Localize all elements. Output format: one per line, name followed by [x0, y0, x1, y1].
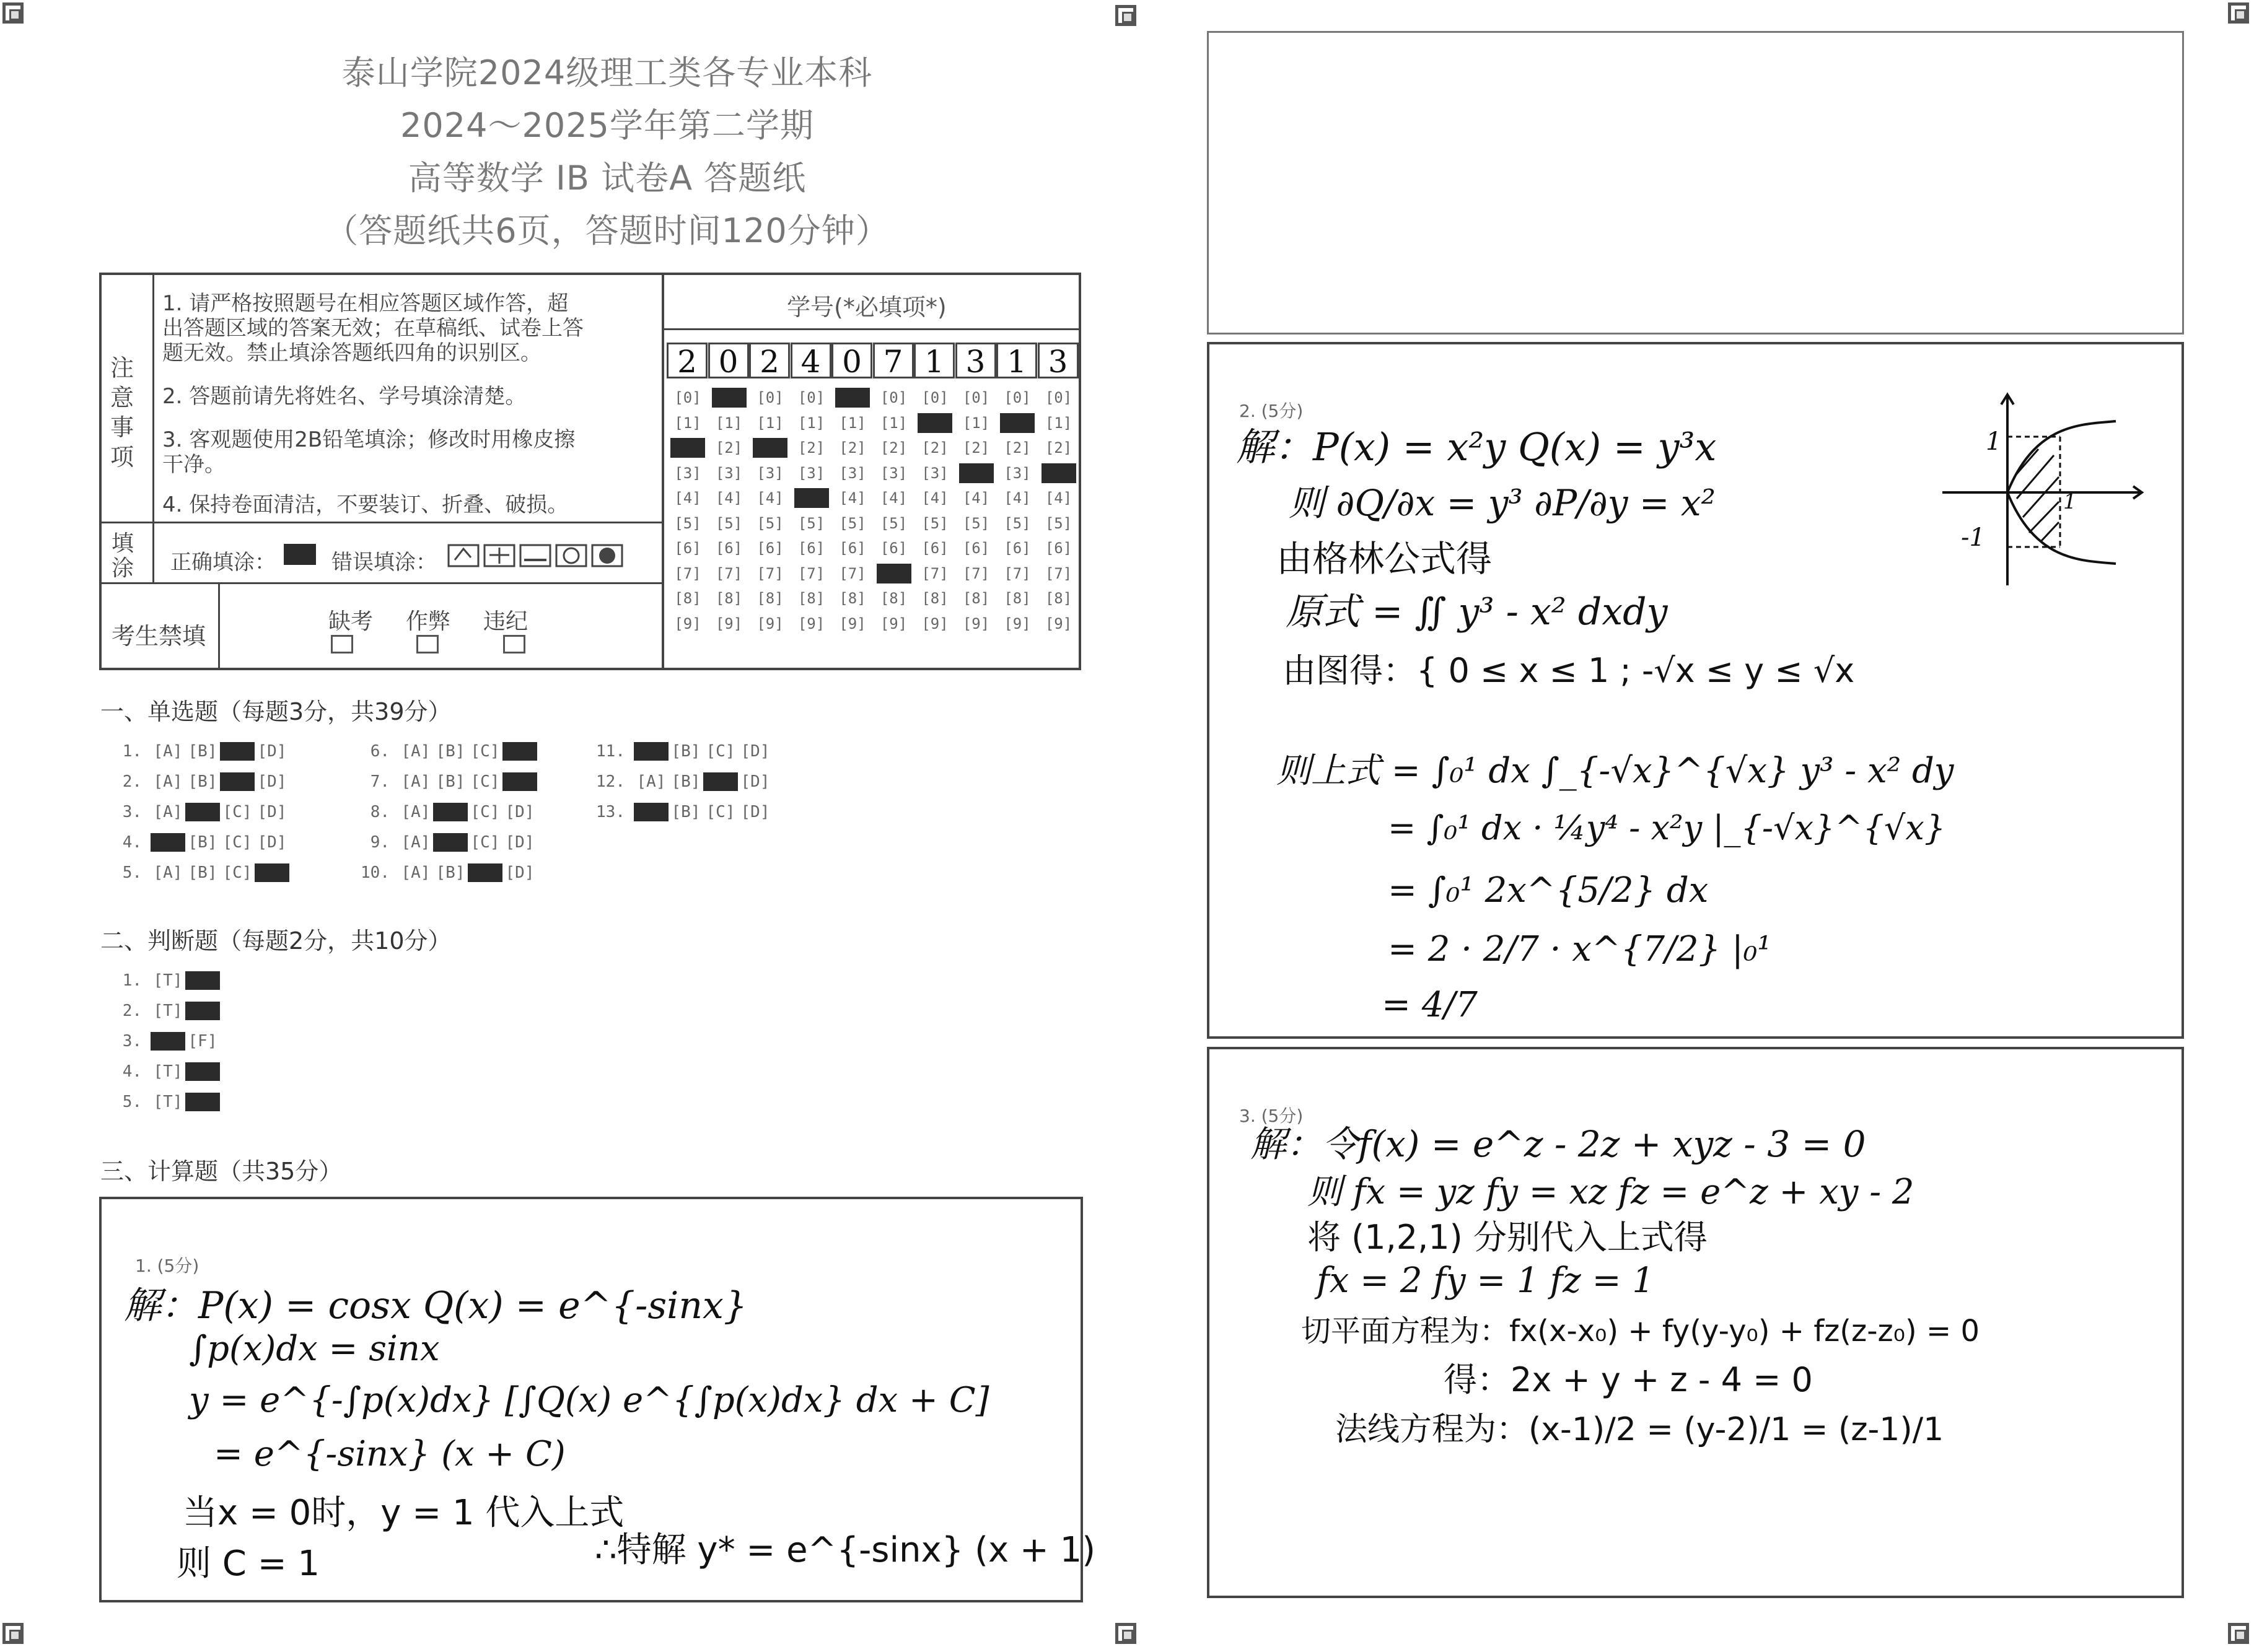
id-bubble-col6-row4[interactable]: [4] — [921, 489, 949, 507]
q2-line-7: = ∫₀¹ dx · ¼y⁴ - x²y |_{-√x}^{√x} — [1388, 808, 1946, 847]
option-bubble-a[interactable] — [151, 833, 185, 852]
id-bubble-col1-row7[interactable]: [7] — [715, 564, 743, 582]
q1-line-5: 当x = 0时，y = 1 代入上式 — [183, 1493, 625, 1533]
divider-vertical-main — [662, 274, 664, 669]
q2-region-sketch — [1936, 387, 2147, 594]
option-bubble-c[interactable] — [220, 772, 255, 791]
corner-marker-bottom-left — [2, 1623, 24, 1644]
wrong-fill-samples — [446, 541, 651, 575]
id-bubble-col8-row4[interactable]: [4] — [1004, 489, 1031, 507]
id-bubble-col0-row6[interactable]: [6] — [674, 540, 701, 557]
option-bubble-b[interactable]: [B] — [436, 772, 465, 791]
option-bubble-t[interactable]: [T] — [153, 1093, 183, 1111]
violation-checkbox[interactable] — [503, 635, 525, 653]
option-bubble-a[interactable]: [A] — [401, 803, 431, 821]
question-number: 8. — [370, 803, 390, 821]
single-choice-row — [585, 803, 773, 821]
true-false-row — [102, 1032, 220, 1051]
id-bubble-col6-row5[interactable]: [5] — [921, 514, 949, 532]
id-bubble-col9-row3[interactable] — [1041, 463, 1076, 483]
option-bubble-d[interactable]: [D] — [740, 772, 770, 791]
id-bubble-col0-row1[interactable]: [1] — [674, 414, 701, 432]
question-number: 11. — [596, 742, 625, 761]
id-bubble-col0-row2[interactable] — [670, 438, 705, 458]
notice-item-3b: 干净。 — [162, 452, 226, 477]
question-number: 9. — [370, 833, 390, 852]
single-choice-row — [350, 863, 537, 882]
id-bubble-col3-row4[interactable] — [794, 488, 829, 508]
id-bubble-col0-row3[interactable]: [3] — [674, 464, 701, 482]
option-bubble-a[interactable]: [A] — [401, 863, 431, 882]
cheat-label: 作弊 — [406, 609, 451, 634]
id-bubble-col6-row3[interactable]: [3] — [921, 464, 949, 482]
id-bubble-col8-row5[interactable]: [5] — [1004, 514, 1031, 532]
id-bubble-col8-row3[interactable]: [3] — [1004, 464, 1031, 482]
option-bubble-f[interactable]: [F] — [188, 1032, 217, 1051]
id-bubble-col2-row1[interactable]: [1] — [756, 414, 784, 432]
option-bubble-a[interactable]: [A] — [153, 772, 183, 791]
option-bubble-t[interactable] — [151, 1032, 185, 1051]
option-bubble-b[interactable]: [B] — [188, 742, 217, 761]
q2-line-9: = 2 · 2/7 · x^{7/2} |₀¹ — [1388, 929, 1771, 969]
q2-line-3: 由格林公式得 — [1276, 538, 1493, 580]
true-false-row — [102, 971, 220, 990]
id-bubble-col9-row0[interactable]: [0] — [1045, 389, 1072, 406]
id-bubble-col1-row9[interactable]: [9] — [715, 614, 743, 632]
student-id-digit-4: 0 — [831, 343, 872, 378]
option-bubble-a[interactable]: [A] — [401, 833, 431, 852]
student-id-digit-9: 3 — [1038, 343, 1079, 378]
option-bubble-a[interactable]: [A] — [153, 742, 183, 761]
id-bubble-col9-row7[interactable]: [7] — [1045, 564, 1072, 582]
option-bubble-c[interactable] — [703, 772, 738, 791]
id-bubble-col0-row5[interactable]: [5] — [674, 514, 701, 532]
q2-graph-tick-1: 1 — [1986, 427, 2002, 456]
absent-checkbox[interactable] — [331, 635, 353, 653]
option-bubble-f[interactable] — [185, 971, 220, 990]
option-bubble-f[interactable] — [185, 1093, 220, 1111]
id-bubble-col1-row5[interactable]: [5] — [715, 514, 743, 532]
option-bubble-b[interactable]: [B] — [671, 772, 701, 791]
option-bubble-b[interactable]: [B] — [188, 863, 217, 882]
id-bubble-col7-row4[interactable]: [4] — [962, 489, 990, 507]
option-bubble-d[interactable]: [D] — [505, 863, 535, 882]
q2-line-2: 则 ∂Q/∂x = y³ ∂P/∂y = x² — [1289, 482, 1716, 524]
forbidden-label: 考生禁填 — [112, 623, 206, 650]
q2-line-4: 原式 = ∬ y³ - x² dxdy — [1286, 590, 1668, 634]
divider-id-title — [664, 328, 1080, 330]
option-bubble-b[interactable]: [B] — [671, 803, 701, 821]
id-bubble-col7-row9[interactable]: [9] — [962, 614, 990, 632]
id-bubble-col8-row1[interactable] — [1000, 413, 1035, 433]
id-bubble-col5-row4[interactable]: [4] — [880, 489, 908, 507]
q3-line-5: 切平面方程为：fx(x-x₀) + fy(y-y₀) + fz(z-z₀) = 0 — [1301, 1314, 1980, 1348]
q3-line-1: 解：令f(x) = e^z - 2z + xyz - 3 = 0 — [1250, 1123, 1866, 1165]
question-number: 5. — [122, 863, 142, 882]
option-bubble-d[interactable]: [D] — [257, 772, 287, 791]
q2-line-1: 解：P(x) = x²y Q(x) = y³x — [1236, 424, 1717, 470]
q1-line-6: 则 C = 1 — [177, 1544, 320, 1584]
id-bubble-col4-row4[interactable]: [4] — [839, 489, 866, 507]
question-number: 12. — [596, 772, 625, 791]
question-number: 2. — [122, 772, 142, 791]
notice-side-label: 注意事项 — [110, 354, 134, 471]
id-bubble-col4-row1[interactable]: [1] — [839, 414, 866, 432]
id-bubble-col6-row8[interactable]: [8] — [921, 590, 949, 607]
id-bubble-col0-row7[interactable]: [7] — [674, 564, 701, 582]
header-line-3: 高等数学 IB 试卷A 答题纸 — [408, 159, 807, 198]
correct-fill-label: 正确填涂： — [170, 550, 276, 575]
id-bubble-col8-row6[interactable]: [6] — [1004, 540, 1031, 557]
single-choice-row — [350, 742, 537, 761]
option-bubble-c[interactable]: [C] — [222, 833, 252, 852]
option-bubble-c[interactable]: [C] — [470, 833, 500, 852]
question-number: 10. — [361, 863, 390, 882]
option-bubble-a[interactable]: [A] — [401, 742, 431, 761]
option-bubble-b[interactable] — [433, 803, 468, 821]
id-bubble-col5-row0[interactable]: [0] — [880, 389, 908, 406]
id-bubble-col9-row9[interactable]: [9] — [1045, 614, 1072, 632]
option-bubble-a[interactable]: [A] — [636, 772, 666, 791]
id-bubble-col2-row3[interactable]: [3] — [756, 464, 784, 482]
divider-notice-bottom — [100, 522, 662, 523]
id-bubble-col2-row0[interactable]: [0] — [756, 389, 784, 406]
continuation-box — [1207, 31, 2184, 334]
option-bubble-b[interactable]: [B] — [188, 772, 217, 791]
option-bubble-c[interactable]: [C] — [706, 742, 735, 761]
header-line-4: （答题纸共6页，答题时间120分钟） — [325, 211, 890, 250]
correct-fill-sample — [284, 544, 316, 565]
q2-line-6: 则上式 = ∫₀¹ dx ∫_{-√x}^{√x} y³ - x² dy — [1276, 751, 1954, 791]
option-bubble-d[interactable]: [D] — [257, 833, 287, 852]
q3-line-2: 则 fx = yz fy = xz fz = e^z + xy - 2 — [1307, 1172, 1914, 1212]
option-bubble-a[interactable]: [A] — [153, 803, 183, 821]
q2-line-5: 由图得：{ 0 ≤ x ≤ 1 ; -√x ≤ y ≤ √x — [1283, 651, 1855, 690]
id-bubble-col3-row2[interactable]: [2] — [797, 439, 825, 457]
option-bubble-d[interactable]: [D] — [740, 803, 770, 821]
q1-line-7: ∴特解 y* = e^{-sinx} (x + 1) — [595, 1530, 1096, 1570]
option-bubble-b[interactable] — [433, 833, 468, 852]
q2-label: 2. (5分) — [1239, 401, 1304, 421]
question-number: 7. — [370, 772, 390, 791]
id-bubble-col0-row4[interactable]: [4] — [674, 489, 701, 507]
cheat-checkbox[interactable] — [416, 635, 439, 653]
id-bubble-col2-row2[interactable] — [753, 438, 787, 458]
id-bubble-col6-row0[interactable]: [0] — [921, 389, 949, 406]
corner-marker-top-right — [2228, 2, 2249, 24]
section3-title: 三、计算题（共35分） — [100, 1158, 343, 1185]
question-number: 3. — [122, 803, 142, 821]
id-bubble-col1-row6[interactable]: [6] — [715, 540, 743, 557]
q2-graph-tick-x1: 1 — [2063, 489, 2077, 514]
id-bubble-col5-row6[interactable]: [6] — [880, 540, 908, 557]
notice-item-1b: 出答题区域的答案无效；在草稿纸、试卷上答 — [162, 316, 584, 341]
id-bubble-col1-row1[interactable]: [1] — [715, 414, 743, 432]
id-bubble-col4-row0[interactable] — [835, 388, 870, 408]
id-bubble-col2-row8[interactable]: [8] — [756, 590, 784, 607]
id-bubble-col3-row8[interactable]: [8] — [797, 590, 825, 607]
student-id-digit-8: 1 — [996, 343, 1037, 378]
id-bubble-col5-row5[interactable]: [5] — [880, 514, 908, 532]
question-number: 1. — [122, 742, 142, 761]
question-number: 13. — [596, 803, 625, 821]
option-bubble-d[interactable]: [D] — [257, 742, 287, 761]
option-bubble-d[interactable]: [D] — [505, 803, 535, 821]
option-bubble-a[interactable]: [A] — [153, 863, 183, 882]
divider-fill-bottom — [100, 582, 662, 584]
single-choice-row — [102, 863, 289, 882]
id-bubble-col9-row5[interactable]: [5] — [1045, 514, 1072, 532]
id-bubble-col5-row1[interactable]: [1] — [880, 414, 908, 432]
id-bubble-col9-row4[interactable]: [4] — [1045, 489, 1072, 507]
option-bubble-c[interactable]: [C] — [222, 863, 252, 882]
id-bubble-col4-row2[interactable]: [2] — [839, 439, 866, 457]
id-bubble-col4-row7[interactable]: [7] — [839, 564, 866, 582]
id-bubble-col7-row7[interactable]: [7] — [962, 564, 990, 582]
id-bubble-col3-row3[interactable]: [3] — [797, 464, 825, 482]
option-bubble-b[interactable]: [B] — [671, 742, 701, 761]
wrong-fill-label: 错误填涂： — [331, 550, 437, 575]
student-id-title: 学号(*必填项*) — [787, 294, 947, 321]
id-bubble-col1-row2[interactable]: [2] — [715, 439, 743, 457]
q2-graph-tick-neg1: -1 — [1961, 523, 1985, 552]
notice-item-1a: 1. 请严格按照题号在相应答题区域作答，超 — [162, 291, 569, 316]
id-bubble-col4-row9[interactable]: [9] — [839, 614, 866, 632]
single-choice-row — [350, 772, 537, 791]
q3-line-4: fx = 2 fy = 1 fz = 1 — [1317, 1261, 1654, 1301]
single-choice-row — [102, 833, 289, 852]
id-bubble-col6-row2[interactable]: [2] — [921, 439, 949, 457]
id-bubble-col1-row0[interactable] — [712, 388, 747, 408]
option-bubble-b[interactable] — [185, 803, 220, 821]
id-bubble-col0-row9[interactable]: [9] — [674, 614, 701, 632]
option-bubble-b[interactable]: [B] — [436, 742, 465, 761]
id-bubble-col4-row3[interactable]: [3] — [839, 464, 866, 482]
option-bubble-f[interactable] — [185, 1062, 220, 1081]
single-choice-row — [102, 803, 289, 821]
id-bubble-col3-row0[interactable]: [0] — [797, 389, 825, 406]
option-bubble-c[interactable] — [220, 742, 255, 761]
option-bubble-c[interactable]: [C] — [470, 803, 500, 821]
question-number: 1. — [122, 971, 142, 990]
option-bubble-t[interactable]: [T] — [153, 971, 183, 990]
q3-line-3: 将 (1,2,1) 分别代入上式得 — [1307, 1218, 1708, 1257]
id-bubble-col2-row6[interactable]: [6] — [756, 540, 784, 557]
single-choice-row — [585, 772, 773, 791]
id-bubble-col3-row5[interactable]: [5] — [797, 514, 825, 532]
id-bubble-col5-row3[interactable]: [3] — [880, 464, 908, 482]
option-bubble-c[interactable]: [C] — [222, 803, 252, 821]
corner-marker-top-left — [2, 2, 24, 24]
true-false-row — [102, 1002, 220, 1020]
q1-label: 1. (5分) — [135, 1256, 200, 1276]
header-line-1: 泰山学院2024级理工类各专业本科 — [341, 53, 873, 92]
id-bubble-col6-row9[interactable]: [9] — [921, 614, 949, 632]
id-bubble-col0-row0[interactable]: [0] — [674, 389, 701, 406]
student-id-digit-1: 0 — [708, 343, 749, 378]
corner-marker-bottom-right — [2228, 1623, 2249, 1644]
option-bubble-d[interactable]: [D] — [257, 803, 287, 821]
true-false-row — [102, 1062, 220, 1081]
student-id-digit-5: 7 — [873, 343, 914, 378]
divider-forbid — [218, 583, 220, 669]
id-bubble-col2-row7[interactable]: [7] — [756, 564, 784, 582]
option-bubble-f[interactable] — [185, 1002, 220, 1020]
id-bubble-col6-row6[interactable]: [6] — [921, 540, 949, 557]
single-choice-row — [350, 833, 537, 852]
section1-title: 一、单选题（每题3分，共39分） — [100, 698, 452, 725]
section2-title: 二、判断题（每题2分，共10分） — [100, 927, 452, 955]
single-choice-row — [585, 742, 773, 761]
id-bubble-col1-row8[interactable]: [8] — [715, 590, 743, 607]
option-bubble-b[interactable]: [B] — [436, 863, 465, 882]
id-bubble-col7-row5[interactable]: [5] — [962, 514, 990, 532]
q1-line-4: = e^{-sinx} (x + C) — [214, 1434, 566, 1474]
id-bubble-col3-row1[interactable]: [1] — [797, 414, 825, 432]
single-choice-row — [102, 772, 289, 791]
id-bubble-col3-row7[interactable]: [7] — [797, 564, 825, 582]
notice-item-1c: 题无效。禁止填涂答题纸四角的识别区。 — [162, 341, 542, 365]
option-bubble-t[interactable]: [T] — [153, 1062, 183, 1081]
notice-item-3a: 3. 客观题使用2B铅笔填涂；修改时用橡皮擦 — [162, 427, 576, 452]
id-bubble-col2-row9[interactable]: [9] — [756, 614, 784, 632]
id-bubble-col8-row2[interactable]: [2] — [1004, 439, 1031, 457]
student-id-digit-7: 3 — [955, 343, 996, 378]
option-bubble-b[interactable]: [B] — [188, 833, 217, 852]
id-bubble-col7-row2[interactable]: [2] — [962, 439, 990, 457]
id-bubble-col4-row8[interactable]: [8] — [839, 590, 866, 607]
id-bubble-col8-row0[interactable]: [0] — [1004, 389, 1031, 406]
q3-line-7: 法线方程为：(x-1)/2 = (y-2)/1 = (z-1)/1 — [1335, 1411, 1944, 1448]
corner-marker-top-center — [1115, 5, 1136, 26]
student-id-digit-6: 1 — [914, 343, 955, 378]
student-id-digit-2: 2 — [749, 343, 790, 378]
id-bubble-col5-row8[interactable]: [8] — [880, 590, 908, 607]
id-bubble-col3-row6[interactable]: [6] — [797, 540, 825, 557]
question-number: 4. — [122, 833, 142, 852]
student-id-digit-0: 2 — [667, 343, 708, 378]
q1-line-3: y = e^{-∫p(x)dx} [∫Q(x) e^{∫p(x)dx} dx + C] — [189, 1380, 989, 1420]
id-bubble-col9-row2[interactable]: [2] — [1045, 439, 1072, 457]
q1-line-2: ∫p(x)dx = sinx — [189, 1329, 440, 1369]
violation-label: 违纪 — [483, 609, 528, 634]
id-bubble-col5-row9[interactable]: [9] — [880, 614, 908, 632]
id-bubble-col1-row4[interactable]: [4] — [715, 489, 743, 507]
single-choice-row — [350, 803, 537, 821]
header-line-2: 2024～2025学年第二学期 — [400, 106, 814, 145]
option-bubble-d[interactable] — [255, 863, 289, 882]
id-bubble-col9-row6[interactable]: [6] — [1045, 540, 1072, 557]
question-number: 3. — [122, 1032, 142, 1051]
option-bubble-a[interactable]: [A] — [401, 772, 431, 791]
id-bubble-col8-row7[interactable]: [7] — [1004, 564, 1031, 582]
id-bubble-col7-row0[interactable]: [0] — [962, 389, 990, 406]
option-bubble-c[interactable]: [C] — [470, 772, 500, 791]
q3-line-6: 得：2x + y + z - 4 = 0 — [1444, 1360, 1813, 1399]
id-bubble-col2-row5[interactable]: [5] — [756, 514, 784, 532]
option-bubble-c[interactable]: [C] — [706, 803, 735, 821]
id-bubble-col8-row9[interactable]: [9] — [1004, 614, 1031, 632]
region-graph-icon — [1936, 387, 2147, 592]
option-bubble-d[interactable] — [502, 772, 537, 791]
id-bubble-col9-row1[interactable]: [1] — [1045, 414, 1072, 432]
id-bubble-col6-row7[interactable]: [7] — [921, 564, 949, 582]
question-number: 2. — [122, 1002, 142, 1020]
single-choice-row — [102, 742, 289, 761]
notice-item-2: 2. 答题前请先将姓名、学号填涂清楚。 — [162, 384, 527, 409]
option-bubble-a[interactable] — [634, 803, 669, 821]
wrong-fill-icons — [446, 541, 651, 572]
id-bubble-col4-row6[interactable]: [6] — [839, 540, 866, 557]
id-bubble-col3-row9[interactable]: [9] — [797, 614, 825, 632]
id-bubble-col2-row4[interactable]: [4] — [756, 489, 784, 507]
id-bubble-col7-row1[interactable]: [1] — [962, 414, 990, 432]
id-bubble-col1-row3[interactable]: [3] — [715, 464, 743, 482]
id-bubble-col0-row8[interactable]: [8] — [674, 590, 701, 607]
student-id-digit-3: 4 — [791, 343, 831, 378]
q1-line-1: 解：P(x) = cosx Q(x) = e^{-sinx} — [124, 1284, 747, 1327]
q2-line-8: = ∫₀¹ 2x^{5/2} dx — [1388, 870, 1709, 911]
question-number: 5. — [122, 1093, 142, 1111]
option-bubble-c[interactable] — [468, 863, 502, 882]
option-bubble-c[interactable]: [C] — [470, 742, 500, 761]
id-bubble-col4-row5[interactable]: [5] — [839, 514, 866, 532]
id-bubble-col5-row2[interactable]: [2] — [880, 439, 908, 457]
q3-label: 3. (5分) — [1239, 1106, 1304, 1126]
option-bubble-d[interactable]: [D] — [505, 833, 535, 852]
option-bubble-t[interactable]: [T] — [153, 1002, 183, 1020]
q2-line-10: = 4/7 — [1382, 985, 1478, 1025]
id-bubble-col5-row7[interactable] — [877, 564, 911, 583]
divider-left-col — [152, 274, 154, 582]
id-bubble-col7-row8[interactable]: [8] — [962, 590, 990, 607]
corner-marker-bottom-center — [1115, 1623, 1136, 1644]
id-bubble-col9-row8[interactable]: [8] — [1045, 590, 1072, 607]
option-bubble-d[interactable] — [502, 742, 537, 761]
question-number: 4. — [122, 1062, 142, 1081]
question-number: 6. — [370, 742, 390, 761]
true-false-row — [102, 1093, 220, 1111]
id-bubble-col7-row6[interactable]: [6] — [962, 540, 990, 557]
id-bubble-col7-row3[interactable] — [959, 463, 994, 483]
absent-label: 缺考 — [328, 609, 374, 634]
id-bubble-col8-row8[interactable]: [8] — [1004, 590, 1031, 607]
notice-item-4: 4. 保持卷面清洁，不要装订、折叠、破损。 — [162, 492, 569, 517]
option-bubble-d[interactable]: [D] — [740, 742, 770, 761]
option-bubble-a[interactable] — [634, 742, 669, 761]
fill-label: 填涂 — [112, 531, 134, 581]
id-bubble-col6-row1[interactable] — [918, 413, 952, 433]
